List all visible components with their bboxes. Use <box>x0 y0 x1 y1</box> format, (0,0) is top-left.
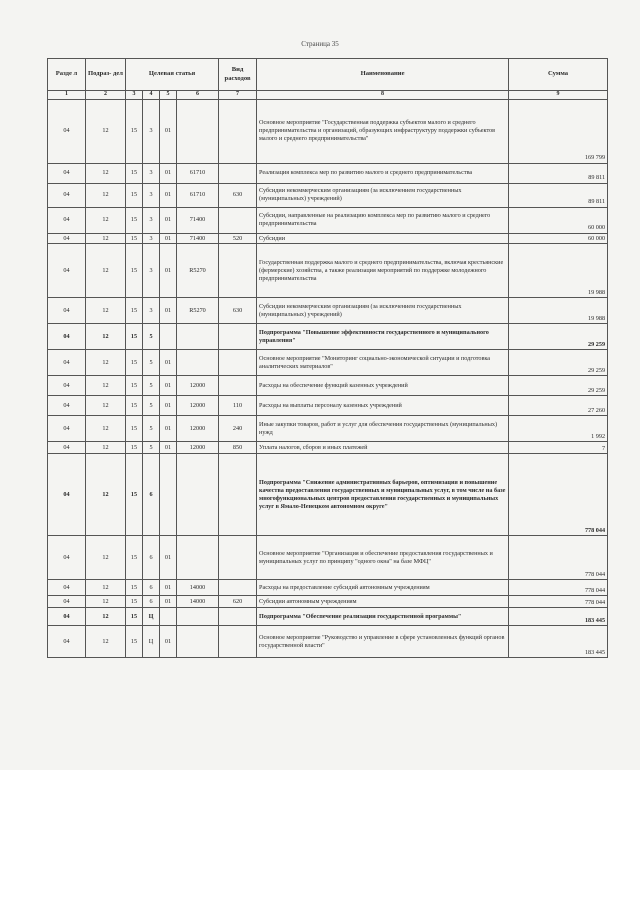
cell-vid-raskhodov <box>219 536 257 580</box>
cell-tselevaya-2: 5 <box>143 442 160 454</box>
cell-tselevaya-2: Ц <box>143 608 160 626</box>
cell-tselevaya-1: 15 <box>126 233 143 244</box>
cell-naimenovanie: Подпрограмма "Повышение эффективности государственного и муниципального управления" <box>257 324 509 350</box>
cell-vid-raskhodov <box>219 626 257 658</box>
cell-summa: 183 445 <box>509 608 608 626</box>
cell-tselevaya-1: 15 <box>126 298 143 324</box>
header-razdel: Разде л <box>48 59 86 91</box>
cell-summa: 1 992 <box>509 416 608 442</box>
cell-tselevaya-3: 01 <box>160 536 177 580</box>
table-row <box>48 350 608 376</box>
cell-tselevaya-1: 15 <box>126 244 143 298</box>
cell-tselevaya-1: 15 <box>126 350 143 376</box>
cell-tselevaya-3: 01 <box>160 163 177 183</box>
cell-tselevaya-4: 61710 <box>177 183 219 207</box>
cell-razdel: 04 <box>48 183 86 207</box>
budget-table-wrap <box>47 58 607 658</box>
table-row <box>48 99 608 163</box>
header-summa: Сумма <box>509 59 608 91</box>
cell-razdel: 04 <box>48 233 86 244</box>
cell-summa: 778 044 <box>509 536 608 580</box>
cell-tselevaya-2: 5 <box>143 376 160 396</box>
table-row <box>48 376 608 396</box>
header-vid-raskhodov: Вид расходов <box>219 59 257 91</box>
cell-naimenovanie: Уплата налогов, сборов и иных платежей <box>257 442 509 454</box>
cell-tselevaya-4: 14000 <box>177 596 219 608</box>
header-naimenovanie: Наименование <box>257 59 509 91</box>
cell-vid-raskhodov: 240 <box>219 416 257 442</box>
cell-summa: 60 000 <box>509 207 608 233</box>
cell-tselevaya-3: 01 <box>160 183 177 207</box>
cell-podrazdel: 12 <box>86 442 126 454</box>
cell-tselevaya-4: 12000 <box>177 396 219 416</box>
cell-tselevaya-1: 15 <box>126 324 143 350</box>
cell-vid-raskhodov: 850 <box>219 442 257 454</box>
cell-summa: 19 988 <box>509 244 608 298</box>
cell-tselevaya-1: 15 <box>126 596 143 608</box>
table-row <box>48 416 608 442</box>
cell-tselevaya-2: 6 <box>143 580 160 596</box>
cell-razdel: 04 <box>48 207 86 233</box>
cell-vid-raskhodov <box>219 99 257 163</box>
cell-tselevaya-2: 3 <box>143 99 160 163</box>
header-number: 4 <box>143 91 160 100</box>
cell-tselevaya-1: 15 <box>126 416 143 442</box>
cell-podrazdel: 12 <box>86 207 126 233</box>
cell-tselevaya-2: 5 <box>143 324 160 350</box>
cell-naimenovanie: Реализация комплекса мер по развитию малого и среднего предпринимательства <box>257 163 509 183</box>
cell-podrazdel: 12 <box>86 596 126 608</box>
cell-summa: 778 044 <box>509 454 608 536</box>
table-row <box>48 626 608 658</box>
header-number: 6 <box>177 91 219 100</box>
cell-razdel: 04 <box>48 396 86 416</box>
cell-tselevaya-3 <box>160 608 177 626</box>
cell-naimenovanie: Расходы на предоставление субсидий автономным учреждениям <box>257 580 509 596</box>
cell-tselevaya-3 <box>160 454 177 536</box>
cell-vid-raskhodov: 110 <box>219 396 257 416</box>
cell-tselevaya-1: 15 <box>126 626 143 658</box>
cell-tselevaya-3: 01 <box>160 298 177 324</box>
cell-tselevaya-2: 3 <box>143 183 160 207</box>
cell-vid-raskhodov: 630 <box>219 298 257 324</box>
cell-tselevaya-4: 12000 <box>177 376 219 396</box>
table-row <box>48 608 608 626</box>
table-row <box>48 324 608 350</box>
table-row <box>48 580 608 596</box>
cell-tselevaya-2: 3 <box>143 233 160 244</box>
cell-razdel: 04 <box>48 244 86 298</box>
cell-tselevaya-1: 15 <box>126 454 143 536</box>
header-number: 5 <box>160 91 177 100</box>
table-row <box>48 396 608 416</box>
cell-summa: 89 811 <box>509 183 608 207</box>
table-row <box>48 183 608 207</box>
cell-vid-raskhodov <box>219 580 257 596</box>
cell-tselevaya-3: 01 <box>160 99 177 163</box>
table-row <box>48 244 608 298</box>
table-row <box>48 442 608 454</box>
cell-summa: 169 799 <box>509 99 608 163</box>
table-row <box>48 207 608 233</box>
cell-tselevaya-4 <box>177 454 219 536</box>
cell-razdel: 04 <box>48 99 86 163</box>
cell-tselevaya-4: 71400 <box>177 207 219 233</box>
cell-tselevaya-3: 01 <box>160 376 177 396</box>
header-number: 3 <box>126 91 143 100</box>
cell-vid-raskhodov <box>219 608 257 626</box>
budget-table <box>47 58 608 658</box>
cell-podrazdel: 12 <box>86 376 126 396</box>
cell-tselevaya-1: 15 <box>126 376 143 396</box>
cell-razdel: 04 <box>48 536 86 580</box>
cell-summa: 29 259 <box>509 324 608 350</box>
cell-tselevaya-3: 01 <box>160 626 177 658</box>
cell-naimenovanie: Субсидии некоммерческим организациям (за исключением государственных (муниципальных) учреждений) <box>257 183 509 207</box>
cell-summa: 7 <box>509 442 608 454</box>
cell-vid-raskhodov <box>219 324 257 350</box>
cell-tselevaya-4: 71400 <box>177 233 219 244</box>
table-row <box>48 298 608 324</box>
table-row <box>48 536 608 580</box>
header-podrazdel: Подраз- дел <box>86 59 126 91</box>
cell-tselevaya-1: 15 <box>126 536 143 580</box>
cell-tselevaya-2: 5 <box>143 396 160 416</box>
cell-podrazdel: 12 <box>86 324 126 350</box>
cell-podrazdel: 12 <box>86 608 126 626</box>
cell-razdel: 04 <box>48 596 86 608</box>
cell-tselevaya-3: 01 <box>160 596 177 608</box>
cell-podrazdel: 12 <box>86 580 126 596</box>
cell-tselevaya-4 <box>177 608 219 626</box>
cell-tselevaya-1: 15 <box>126 183 143 207</box>
cell-razdel: 04 <box>48 626 86 658</box>
cell-vid-raskhodov: 630 <box>219 183 257 207</box>
cell-tselevaya-2: 3 <box>143 244 160 298</box>
cell-summa: 19 988 <box>509 298 608 324</box>
cell-summa: 29 259 <box>509 350 608 376</box>
cell-tselevaya-2: 5 <box>143 350 160 376</box>
cell-tselevaya-4: 12000 <box>177 442 219 454</box>
cell-podrazdel: 12 <box>86 396 126 416</box>
cell-podrazdel: 12 <box>86 99 126 163</box>
cell-naimenovanie: Иные закупки товаров, работ и услуг для обеспечения государственных (муниципальных) нужд <box>257 416 509 442</box>
cell-tselevaya-1: 15 <box>126 99 143 163</box>
cell-tselevaya-4: R5270 <box>177 244 219 298</box>
cell-naimenovanie: Подпрограмма "Обеспечение реализации государственной программы" <box>257 608 509 626</box>
budget-table-body <box>48 99 608 658</box>
cell-naimenovanie: Расходы на обеспечение функций казенных учреждений <box>257 376 509 396</box>
cell-razdel: 04 <box>48 580 86 596</box>
cell-vid-raskhodov: 520 <box>219 233 257 244</box>
cell-tselevaya-2: 3 <box>143 163 160 183</box>
cell-summa: 89 811 <box>509 163 608 183</box>
cell-vid-raskhodov <box>219 163 257 183</box>
cell-tselevaya-2: 3 <box>143 207 160 233</box>
cell-naimenovanie: Основное мероприятие "Организация и обеспечение предоставления государственных и муниципальных услуг по принципу "одного окна" на базе МФЦ" <box>257 536 509 580</box>
cell-naimenovanie: Субсидии <box>257 233 509 244</box>
header-tselevaya-statya: Целевая статья <box>126 59 219 91</box>
cell-tselevaya-1: 15 <box>126 163 143 183</box>
cell-tselevaya-2: Ц <box>143 626 160 658</box>
cell-tselevaya-4: 12000 <box>177 416 219 442</box>
cell-razdel: 04 <box>48 454 86 536</box>
cell-podrazdel: 12 <box>86 536 126 580</box>
cell-tselevaya-3 <box>160 324 177 350</box>
cell-tselevaya-2: 3 <box>143 298 160 324</box>
cell-razdel: 04 <box>48 442 86 454</box>
cell-summa: 183 445 <box>509 626 608 658</box>
cell-podrazdel: 12 <box>86 244 126 298</box>
cell-tselevaya-2: 6 <box>143 454 160 536</box>
cell-summa: 60 000 <box>509 233 608 244</box>
cell-podrazdel: 12 <box>86 350 126 376</box>
table-row <box>48 163 608 183</box>
cell-naimenovanie: Субсидии автономным учреждениям <box>257 596 509 608</box>
table-row <box>48 454 608 536</box>
cell-naimenovanie: Основное мероприятие "Государственная поддержка субъектов малого и среднего предпринимательства и организаций, образующих инфраструктуру поддержки субъектов малого и среднего предпринимательства" <box>257 99 509 163</box>
cell-razdel: 04 <box>48 376 86 396</box>
cell-podrazdel: 12 <box>86 233 126 244</box>
cell-naimenovanie: Основное мероприятие "Руководство и управление в сфере установленных функций органов государственной власти" <box>257 626 509 658</box>
cell-vid-raskhodov <box>219 244 257 298</box>
cell-podrazdel: 12 <box>86 183 126 207</box>
cell-tselevaya-3: 01 <box>160 207 177 233</box>
cell-vid-raskhodov <box>219 350 257 376</box>
cell-naimenovanie: Расходы на выплаты персоналу казенных учреждений <box>257 396 509 416</box>
cell-tselevaya-4 <box>177 324 219 350</box>
cell-vid-raskhodov <box>219 207 257 233</box>
cell-razdel: 04 <box>48 324 86 350</box>
cell-tselevaya-3: 01 <box>160 416 177 442</box>
cell-vid-raskhodov: 620 <box>219 596 257 608</box>
cell-tselevaya-2: 6 <box>143 596 160 608</box>
cell-tselevaya-4 <box>177 350 219 376</box>
cell-tselevaya-4 <box>177 99 219 163</box>
cell-tselevaya-1: 15 <box>126 396 143 416</box>
cell-podrazdel: 12 <box>86 163 126 183</box>
cell-tselevaya-3: 01 <box>160 442 177 454</box>
header-number: 7 <box>219 91 257 100</box>
cell-tselevaya-4: 61710 <box>177 163 219 183</box>
cell-naimenovanie: Подпрограмма "Снижение административных барьеров, оптимизация и повышение качества предоставления государственных и муниципальных услуг, в том числе на базе многофункциональных центров предоставления государственных и муниципальных услуг в Ямало-Ненецком автономном округе" <box>257 454 509 536</box>
cell-tselevaya-4 <box>177 536 219 580</box>
cell-summa: 778 044 <box>509 596 608 608</box>
cell-tselevaya-1: 15 <box>126 442 143 454</box>
page-number-label: Страница 35 <box>301 40 339 48</box>
cell-tselevaya-3: 01 <box>160 350 177 376</box>
cell-razdel: 04 <box>48 163 86 183</box>
header-number: 9 <box>509 91 608 100</box>
cell-vid-raskhodov <box>219 454 257 536</box>
cell-tselevaya-4: R5270 <box>177 298 219 324</box>
cell-podrazdel: 12 <box>86 298 126 324</box>
cell-razdel: 04 <box>48 416 86 442</box>
cell-naimenovanie: Основное мероприятие "Мониторинг социально-экономической ситуации и подготовка аналитических материалов" <box>257 350 509 376</box>
cell-tselevaya-2: 5 <box>143 416 160 442</box>
header-number: 2 <box>86 91 126 100</box>
cell-summa: 29 259 <box>509 376 608 396</box>
cell-razdel: 04 <box>48 298 86 324</box>
cell-tselevaya-3: 01 <box>160 233 177 244</box>
cell-summa: 778 044 <box>509 580 608 596</box>
cell-tselevaya-3: 01 <box>160 580 177 596</box>
table-row <box>48 233 608 244</box>
cell-podrazdel: 12 <box>86 626 126 658</box>
cell-tselevaya-1: 15 <box>126 608 143 626</box>
cell-razdel: 04 <box>48 608 86 626</box>
cell-tselevaya-3: 01 <box>160 396 177 416</box>
cell-tselevaya-1: 15 <box>126 207 143 233</box>
cell-vid-raskhodov <box>219 376 257 396</box>
cell-naimenovanie: Субсидии, направленные на реализацию комплекса мер по развитию малого и среднего предпринимательства <box>257 207 509 233</box>
cell-tselevaya-2: 6 <box>143 536 160 580</box>
table-row <box>48 596 608 608</box>
cell-summa: 27 260 <box>509 396 608 416</box>
cell-podrazdel: 12 <box>86 416 126 442</box>
cell-naimenovanie: Государственная поддержка малого и среднего предпринимательства, включая крестьянские (фермерские) хозяйства, а также реализация мероприятий по поддержке молодежного предпринимательства <box>257 244 509 298</box>
cell-tselevaya-4 <box>177 626 219 658</box>
cell-naimenovanie: Субсидии некоммерческим организациям (за исключением государственных (муниципальных) учреждений) <box>257 298 509 324</box>
cell-razdel: 04 <box>48 350 86 376</box>
cell-tselevaya-1: 15 <box>126 580 143 596</box>
cell-tselevaya-3: 01 <box>160 244 177 298</box>
header-number: 8 <box>257 91 509 100</box>
cell-podrazdel: 12 <box>86 454 126 536</box>
cell-tselevaya-4: 14000 <box>177 580 219 596</box>
header-number: 1 <box>48 91 86 100</box>
